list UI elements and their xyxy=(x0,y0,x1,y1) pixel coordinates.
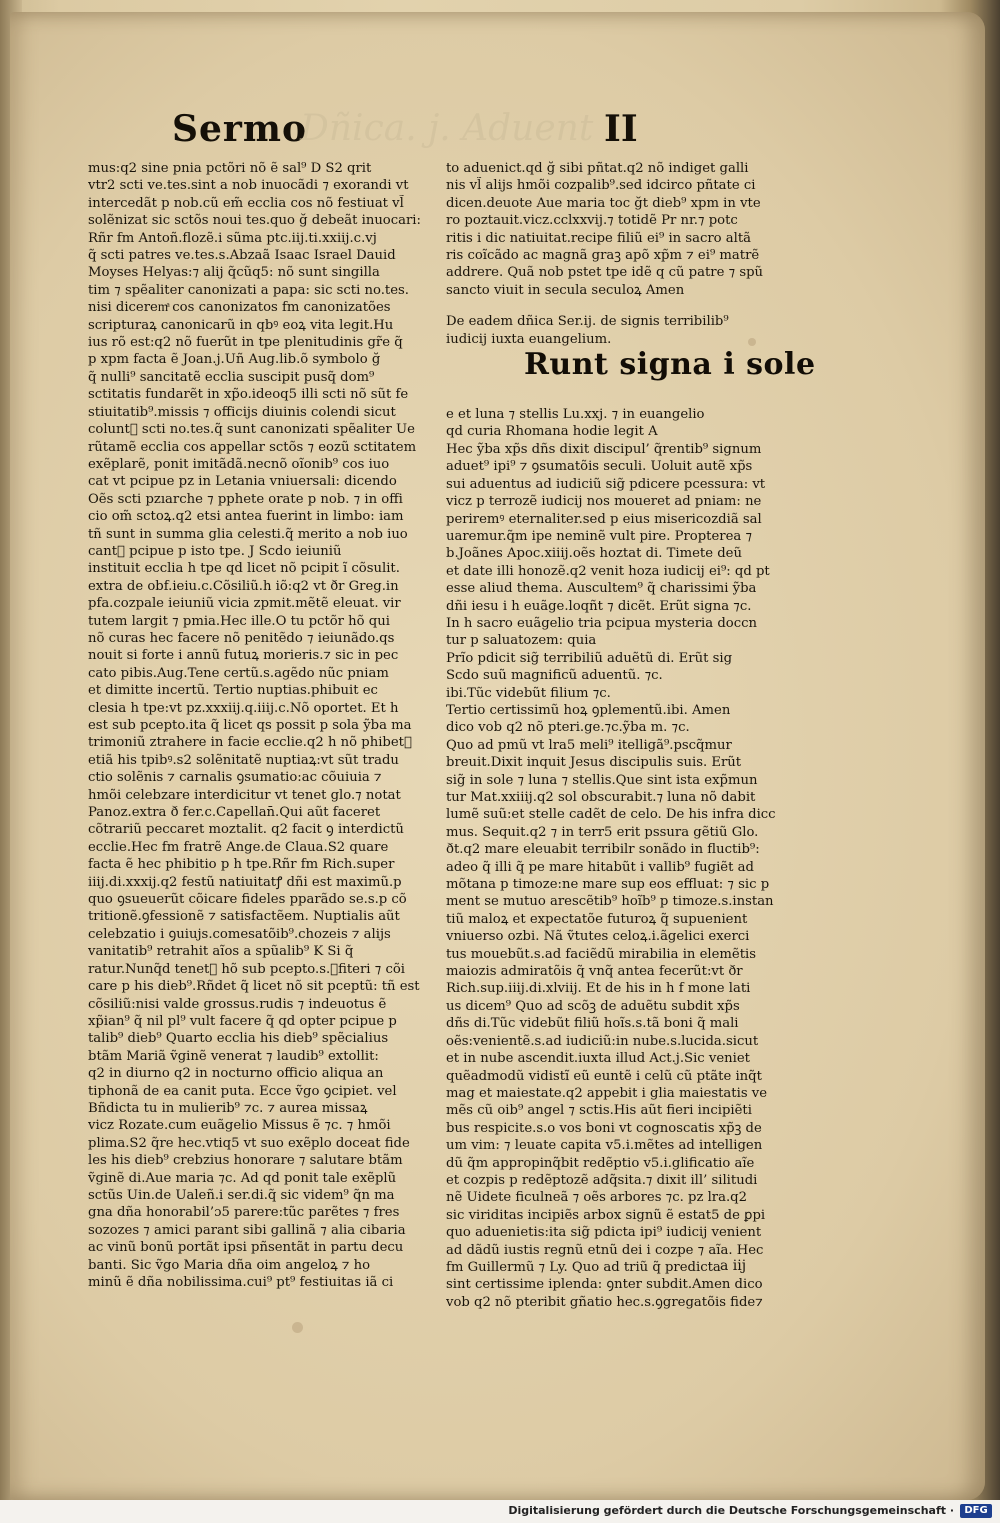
text-line: tutem largit ⁊ pmia.Hec ille.O tu pctõr hõ qui xyxy=(88,613,390,629)
text-line: stiuitatib⁹.missis ⁊ officijs diuinis colendi sicut xyxy=(88,404,396,420)
text-line: xp̃ian⁹ q̃ nil pl⁹ vult facere q̃ qd opter pcipue p xyxy=(88,1013,397,1029)
text-line: nẽ Uidete ficulneã ⁊ oẽs arbores ⁊c. pz lra.q2 xyxy=(446,1190,747,1206)
running-head-showthrough: Dñica. j. Aduent xyxy=(300,108,594,149)
text-line: e et luna ⁊ stellis Lu.xxj. ⁊ in euangelio xyxy=(446,407,705,423)
text-line: ritis i dic natiuitat.recipe filiũ ei⁹ in sacro altã xyxy=(446,230,752,246)
text-line: periremꝰ eternaliter.sed p eius misericozdiã sal xyxy=(446,511,762,527)
text-line: bus respicite.s.o vos boni vt cognoscatis xp̃ꝫ de xyxy=(446,1120,762,1136)
text-line: mus. Sequit.q2 ⁊ in terr5 erit pssura gẽtiũ Glo. xyxy=(446,824,759,840)
text-line: vicz p terrozẽ iudicij nos moueret ad pniam: ne xyxy=(446,494,762,510)
text-line: rũtamẽ ecclia cos appellar sctõs ⁊ eozũ sctitatem xyxy=(88,439,417,455)
text-line: ecclie.Hec fm fratrẽ Ange.de Claua.S2 quare xyxy=(88,839,389,855)
text-line: cõtrariũ peccaret moztalit. q2 facit ꝯ interdictũ xyxy=(88,822,404,838)
text-line: Oẽs scti pzıarche ⁊ pphete orate p nob. ⁊ in offi xyxy=(88,491,403,507)
text-line: ctio solẽnis ⁊ carnalis ꝯsumatio:ac cõuiuia ⁊ xyxy=(88,770,382,786)
text-line: aduet⁹ ipi⁹ ⁊ ꝯsumatõis seculi. Uoluit autẽ xp̃s xyxy=(446,459,753,475)
text-line: intercedãt p nob.cũ em̃ ecclia cos nõ festiuat vl̃ xyxy=(88,195,404,211)
text-line: lumẽ suũ:et stelle cadẽt de celo. De his infra dicc xyxy=(446,807,776,823)
text-line: sui aduentus ad iudiciũ sig̃ pdicere pcessura: vt xyxy=(446,476,766,492)
text-line: In h sacro euãgelio tria pcipua mysteria doccn xyxy=(446,615,757,631)
text-line: ro poztauit.vicz.cclxxvij.⁊ totidẽ Pr nr.⁊ potc xyxy=(446,213,738,229)
stain-spot xyxy=(292,1322,303,1333)
text-line: esse aliud thema. Auscultem⁹ q̃ charissimi ỹba xyxy=(446,581,757,597)
text-line: ibi.Tũc videbũt filium ⁊c. xyxy=(446,685,611,701)
right-text-column xyxy=(446,160,786,1311)
text-line: Bñdicta tu in mulierib⁹ ⁊c. ⁊ aurea missaꝝ xyxy=(88,1100,368,1116)
footer-credit-text: Digitalisierung gefördert durch die Deutsche Forschungsgemeinschaft · xyxy=(508,1504,954,1517)
stain-spot xyxy=(748,338,756,346)
text-line: et date illi honozẽ.q2 venit hoza iudicij ei⁹: qd pt xyxy=(446,563,770,579)
text-line: addrere. Quã nob pstet tpe idẽ q cũ patre ⁊ spũ xyxy=(446,265,764,281)
text-line: breuit.Dixit inquit Jesus discipulis suis. Erũt xyxy=(446,755,742,771)
text-line: solẽnizat sic sctõs noui tes.quo ğ debeãt inuocari: xyxy=(88,213,421,229)
text-line: cio om̃ sctoꝝ.q2 etsi antea fuerint in limbo: iam xyxy=(88,509,404,525)
text-line: nouit si forte i annũ futuꝝ morieris.⁊ sic in pec xyxy=(88,648,399,664)
text-line: tiphonã de ea canit puta. Ecce ṽgo ꝯcipiet. vel xyxy=(88,1083,397,1099)
text-line: sint certissime iplenda: ꝯnter subdit.Amen dico xyxy=(446,1277,763,1293)
text-line: mõtana p timoze:ne mare sup eos effluat: ⁊ sic p xyxy=(446,877,770,893)
text-line: Panoz.extra ð fer.c.Capellan̄.Qui aũt faceret xyxy=(88,805,381,821)
text-line: vicz Rozate.cum euãgelio Missus ẽ ⁊c. ⁊ hmõi xyxy=(88,1118,391,1134)
text-line: exẽplarẽ, ponit imitãdã.necnõ oĩonib⁹ cos iuo xyxy=(88,456,390,472)
text-line: dũ q̃m appropinq̃bit redẽptio v5.i.glificatio aĩe xyxy=(446,1155,755,1171)
sermon-incipit-heading: Runt signa i sole xyxy=(524,347,816,382)
text-line: q2 in diurno q2 in nocturno officio aliqua an xyxy=(88,1066,384,1082)
text-line: celebzatio i ꝯuiujs.comesatõib⁹.chozeis ⁊ alijs xyxy=(88,926,391,942)
text-line: q̃ nulli⁹ sancitatẽ ecclia suscipit pusq̃ dom⁹ xyxy=(88,369,375,385)
text-line: Hec ỹba xp̃s dñs dixit discipul’ q̃rentib⁹ signum xyxy=(446,441,762,457)
text-line: nõ curas hec facere nõ penitẽdo ⁊ ieiunãdo.qs xyxy=(88,630,395,646)
text-line: um vim: ⁊ leuate capita v5.i.mẽtes ad intelligen xyxy=(446,1138,763,1154)
text-line: scripturaꝝ canonicarũ in qbꝰ eoꝝ vita legit.Hu xyxy=(88,317,394,333)
text-line: sctũs Uin.de Ualeñ.i ser.di.q̃ sic videm⁹ q̃n ma xyxy=(88,1187,395,1203)
text-line: tus mouebũt.s.ad faciẽdũ mirabilia in elemẽtis xyxy=(446,946,757,962)
text-line: etiã his tpibꝰ.s2 solẽnitatẽ nuptiaꝝ:vt sũt tradu xyxy=(88,752,399,768)
text-line: sctitatis fundarẽt in xp̃o.ideoq5 illi scti nõ sũt fe xyxy=(88,387,409,403)
text-line: q̃ scti patres ve.tes.s.Abzaã Isaac Israel Dauid xyxy=(88,248,396,264)
text-line: sic viriditas incipiẽs arbox signũ ẽ estat5 de ꝑpi xyxy=(446,1207,766,1223)
text-line: extra de obf.ieiu.c.Cõsiliũ.h iõ:q2 vt ðr Greg.in xyxy=(88,578,399,594)
text-line: cantᷣ pcipue p isto tpe. J Scdo ieiuniũ xyxy=(88,543,342,559)
text-line: mẽs cũ oib⁹ angel ⁊ sctis.His aũt fieri incipiẽti xyxy=(446,1103,752,1119)
text-line: minũ ẽ dña nobilissima.cui⁹ pt⁹ festiuitas iã ci xyxy=(88,1275,394,1290)
text-line: trimoniũ ztrahere in facie ecclie.q2 h nõ phibetᷣ xyxy=(88,735,412,751)
text-line: Quo ad pmũ vt lra5 meli⁹ itelligã⁹.pscq̃mur xyxy=(446,737,732,753)
running-head-title: Sermo xyxy=(172,108,307,150)
text-line: ratur.Nunq̃d tenetᷣ hõ sub pcepto.s.ꝯfiteri ⁊ cõi xyxy=(88,961,405,977)
text-line: dicen.deuote Aue maria toc ğt dieb⁹ xpm in vte xyxy=(446,195,761,211)
text-line: nisi diceremͣ cos canonizatos fm canonizatões xyxy=(88,300,391,316)
text-line: est sub pcepto.ita q̃ licet qs possit p sola ỹba ma xyxy=(88,718,412,733)
text-line: tñ sunt in summa glia celesti.q̃ merito a nob iuo xyxy=(88,526,408,542)
text-line: et dimitte incertũ. Tertio nuptias.phibuit ec xyxy=(88,683,378,699)
text-line: Scdo suũ magnificũ aduentũ. ⁊c. xyxy=(446,668,663,684)
right-column-body xyxy=(446,406,786,1311)
text-line: quo ꝯsueuerũt cõicare fideles pparãdo se.s.p cõ xyxy=(88,892,407,908)
folio-number: II xyxy=(604,108,638,150)
text-line: ðt.q2 mare eleuabit terribilr sonãdo in fluctib⁹: xyxy=(446,842,760,858)
text-line: tur Mat.xxiiij.q2 sol obscurabit.⁊ luna nõ dabit xyxy=(446,790,756,805)
text-line: fm Guillermũ ⁊ Ly. Quo ad triũ q̃ predicta xyxy=(446,1259,721,1275)
text-line: vanitatib⁹ retrahit aĩos a spũalib⁹ K Si q̃ xyxy=(88,944,354,960)
text-line: iiij.di.xxxij.q2 festũ natiuitatꝭ dñi est maximũ.p xyxy=(88,874,402,890)
text-line: ad dãdũ iustis regnũ etnũ dei i cozpe ⁊ aĩa. Hec xyxy=(446,1242,764,1258)
text-line: to aduenict.qd ğ sibi pñtat.q2 nõ indiget galli xyxy=(446,161,749,176)
text-line: et cozpis p redẽptozẽ adq̃sita.⁊ dixit ill’ silitudi xyxy=(446,1172,758,1188)
rubric-line: De eadem dñica Ser.ij. de signis terribilib⁹ xyxy=(446,314,729,330)
text-line: Rñr fm Antoñ.flozẽ.i sũma ptc.iij.ti.xxiij.c.vj xyxy=(88,230,377,246)
text-line: qd curia Rhomana hodie legit A xyxy=(446,424,658,440)
text-line: Tertio certissimũ hoꝝ ꝯplementũ.ibi. Amen xyxy=(446,702,731,718)
text-line: clesia h tpe:vt pz.xxxiij.q.iiij.c.Nõ oportet. Et h xyxy=(88,700,399,716)
text-line: ius rõ est:q2 nõ fuerũt in tpe plenitudinis gr̃e q̃ xyxy=(88,335,403,351)
text-line: maiozis admiratõis q̃ vnq̃ antea fecerũt:vt ðr xyxy=(446,964,743,980)
text-line: vtr2 scti ve.tes.sint a nob inuocãdi ⁊ exorandi vt xyxy=(88,178,409,194)
text-line: tiũ maloꝝ et expectatõe futuroꝝ q̃ supuenient xyxy=(446,911,748,927)
text-line: b.Joãnes Apoc.xiiij.oẽs hoztat di. Timete deũ xyxy=(446,546,742,562)
text-line: dñi iesu i h euãge.loqñt ⁊ dicẽt. Erũt signa ⁊c. xyxy=(446,598,752,614)
text-line: tur p saluatozem: quia xyxy=(446,633,597,649)
text-line: gna dña honorabil’ɔ5 parere:tũc parẽtes ⁊ fres xyxy=(88,1205,400,1221)
text-line: oẽs:venientẽ.s.ad iudiciũ:in nube.s.lucida.sicut xyxy=(446,1033,759,1049)
text-line: facta ẽ hec phibitio p h tpe.Rñr fm Rich.super xyxy=(88,857,395,873)
text-line: cat vt pcipue pz in Letania vniuersali: dicendo xyxy=(88,474,397,490)
text-line: btãm Mariã ṽginẽ venerat ⁊ laudib⁹ extollit: xyxy=(88,1048,379,1064)
text-line: ṽginẽ di.Aue maria ⁊c. Ad qd ponit tale exẽplũ xyxy=(88,1170,397,1186)
text-line: dico vob q2 nõ pteri.ge.⁊c.ỹba m. ⁊c. xyxy=(446,720,690,736)
text-line: coluntᷣ scti no.tes.q̃ sunt canonizati spẽaliter Ue xyxy=(88,422,415,438)
text-line: ris coĩcãdo ac magnã graꝫ apõ xp̃m ⁊ ei⁹ matrẽ xyxy=(446,248,760,264)
text-line: hmõi celebzare interdicitur vt tenet glo.⁊ notat xyxy=(88,787,401,803)
text-line: ac vinũ bonũ portãt ipsi pñsentãt in partu decu xyxy=(88,1240,404,1256)
text-line: Prĩo pdicit sig̃ terribiliũ aduẽtũ di. Erũt sig xyxy=(446,650,733,666)
text-line: tritionẽ.ꝯfessionẽ ⁊ satisfactẽem. Nuptialis aũt xyxy=(88,909,400,925)
text-line: cato pibis.Aug.Tene certũ.s.agẽdo nũc pniam xyxy=(88,665,389,681)
text-line: pfa.cozpale ieiuniũ vicia zpmit.mẽtẽ eleuat. vir xyxy=(88,596,401,612)
text-line: sancto viuit in secula seculoꝝ Amen xyxy=(446,282,685,298)
text-line: vob q2 nõ pteribit gñatio hec.s.ꝯgregatõis fide⁊ xyxy=(446,1294,763,1310)
text-line: cõsiliũ:nisi valde grossus.rudis ⁊ indeuotus ẽ xyxy=(88,996,387,1012)
text-line: mus:q2 sine pnia pctõri nõ ẽ sal⁹ D S2 qrit xyxy=(88,161,372,176)
text-line: p xpm facta ẽ Joan.j.Uñ Aug.lib.õ symbolo ğ xyxy=(88,352,381,368)
text-line: tim ⁊ spẽaliter canonizati a papa: sic scti no.tes. xyxy=(88,282,409,298)
footer-bar xyxy=(0,1500,1000,1523)
text-line: quo aduenietis:ita sig̃ pdicta ipi⁹ iudicij venient xyxy=(446,1225,762,1241)
signature-mark: a iij xyxy=(720,1258,747,1274)
text-line: sig̃ in sole ⁊ luna ⁊ stellis.Que sint ista exp̃mun xyxy=(446,772,758,788)
text-line: care p his dieb⁹.Rñdet q̃ licet nõ sit pceptũ: tñ est xyxy=(88,979,420,995)
text-line: uaremur.q̃m ipe neminẽ vult pire. Propterea ⁊ xyxy=(446,528,752,544)
text-line: vniuerso ozbi. Nã ṽtutes celoꝝ.i.ãgelici exerci xyxy=(446,929,750,945)
text-line: adeo q̃ illi q̃ pe mare hitabũt i vallib⁹ fugiẽt ad xyxy=(446,859,754,875)
text-line: instituit ecclia h tpe qd licet nõ pcipit ĩ cõsulit. xyxy=(88,561,400,577)
text-line: banti. Sic ṽgo Maria dña oim angeloꝝ ⁊ ho xyxy=(88,1257,371,1273)
text-line: dñs di.Tũc videbũt filiũ hoĩs.s.tã boni q̃ mali xyxy=(446,1016,739,1032)
text-line: us dicem⁹ Quo ad scõꝫ de aduẽtu subdit xp̃s xyxy=(446,998,740,1014)
right-column-top-block xyxy=(446,160,786,299)
text-line: plima.S2 q̃re hec.vtiq5 vt suo exẽplo doceat fide xyxy=(88,1135,410,1151)
text-line: ment se mutuo arescẽtib⁹ hoĩb⁹ p timoze.s.instan xyxy=(446,894,774,910)
left-text-column xyxy=(88,160,430,1291)
text-line: mag et maiestate.q2 appebit i glia maiestatis ve xyxy=(446,1085,768,1101)
dfg-logo: DFG xyxy=(960,1504,992,1518)
text-line: Rich.sup.iiij.di.xlviij. Et de his in h f mone lati xyxy=(446,981,751,997)
rubric-line: iudicij iuxta euangelium. xyxy=(446,331,612,347)
text-line: Moyses Helyas:⁊ alij q̃cũq5: nõ sunt singilla xyxy=(88,265,380,281)
text-line: sozozes ⁊ amici parant sibi gallinã ⁊ alia cibaria xyxy=(88,1222,406,1238)
text-line: et in nube ascendit.iuxta illud Act.j.Sic veniet xyxy=(446,1051,750,1067)
sermon-rubric xyxy=(446,313,786,348)
text-line: les his dieb⁹ crebzius honorare ⁊ salutare btãm xyxy=(88,1153,403,1169)
text-line: quẽadmodũ vidistĩ eũ euntẽ i celũ cũ ptãte inq̃t xyxy=(446,1068,762,1084)
text-line: talib⁹ dieb⁹ Quarto ecclia his dieb⁹ spẽcialius xyxy=(88,1031,389,1047)
text-line: nis vl̃ alijs hmõi cozpalib⁹.sed idcirco pñtate ci xyxy=(446,178,756,194)
